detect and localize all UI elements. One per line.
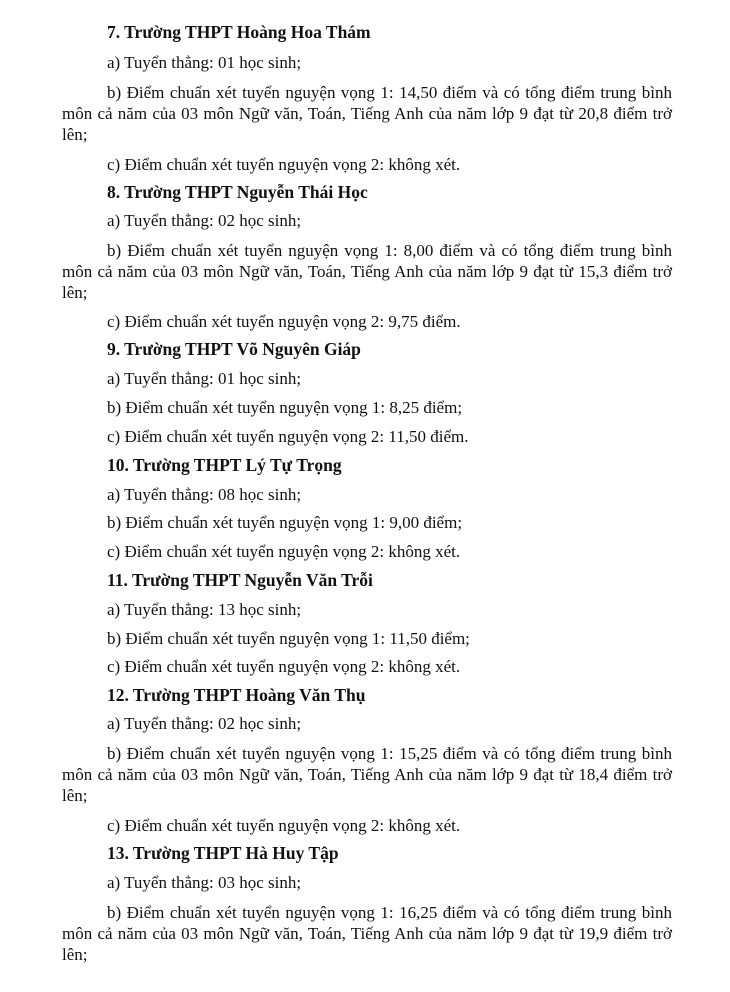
section-item-b: b) Điểm chuẩn xét tuyển nguyện vọng 1: 8,25 điểm;: [107, 398, 463, 417]
section-heading: 10. Trường THPT Lý Tự Trọng: [107, 455, 342, 475]
section-item-c: c) Điểm chuẩn xét tuyển nguyện vọng 2: không xét.: [107, 657, 461, 676]
section-item-a: a) Tuyển thẳng: 01 học sinh;: [107, 53, 302, 72]
section-item-b: b) Điểm chuẩn xét tuyển nguyện vọng 1: 9,00 điểm;: [107, 513, 463, 532]
section-heading: 9. Trường THPT Võ Nguyên Giáp: [107, 339, 361, 359]
section-item-a: a) Tuyển thẳng: 01 học sinh;: [107, 369, 302, 388]
section-item-c: c) Điểm chuẩn xét tuyển nguyện vọng 2: 11,50 điểm.: [107, 427, 469, 446]
section-heading: 12. Trường THPT Hoàng Văn Thụ: [107, 685, 366, 705]
section-heading: 7. Trường THPT Hoàng Hoa Thám: [107, 22, 371, 42]
section-item-b: b) Điểm chuẩn xét tuyển nguyện vọng 1: 16,25 điểm và có tổng điểm trung bình môn cả năm của 03 môn Ngữ văn, Toán, Tiếng Anh của năm lớp 9 đạt từ 19,9 điểm trở lên;: [62, 903, 672, 964]
section-item-b: b) Điểm chuẩn xét tuyển nguyện vọng 1: 8,00 điểm và có tổng điểm trung bình môn cả năm của 03 môn Ngữ văn, Toán, Tiếng Anh của năm lớp 9 đạt từ 15,3 điểm trở lên;: [62, 241, 672, 302]
section-item-a: a) Tuyển thẳng: 03 học sinh;: [107, 873, 302, 892]
section-heading: 13. Trường THPT Hà Huy Tập: [107, 843, 339, 863]
section-item-a: a) Tuyển thẳng: 02 học sinh;: [107, 211, 302, 230]
section-item-c: c) Điểm chuẩn xét tuyển nguyện vọng 2: không xét.: [107, 155, 461, 174]
section-item-b: b) Điểm chuẩn xét tuyển nguyện vọng 1: 15,25 điểm và có tổng điểm trung bình môn cả năm của 03 môn Ngữ văn, Toán, Tiếng Anh của năm lớp 9 đạt từ 18,4 điểm trở lên;: [62, 744, 672, 805]
section-item-a: a) Tuyển thẳng: 02 học sinh;: [107, 714, 302, 733]
section-item-b: b) Điểm chuẩn xét tuyển nguyện vọng 1: 11,50 điểm;: [107, 629, 470, 648]
section-item-c: c) Điểm chuẩn xét tuyển nguyện vọng 2: không xét.: [107, 816, 461, 835]
section-heading: 11. Trường THPT Nguyễn Văn Trỗi: [107, 570, 373, 590]
section-heading: 8. Trường THPT Nguyễn Thái Học: [107, 182, 368, 202]
section-item-a: a) Tuyển thẳng: 13 học sinh;: [107, 600, 302, 619]
section-item-c: c) Điểm chuẩn xét tuyển nguyện vọng 2: 9,75 điểm.: [107, 312, 461, 331]
section-item-a: a) Tuyển thẳng: 08 học sinh;: [107, 485, 302, 504]
section-item-b: b) Điểm chuẩn xét tuyển nguyện vọng 1: 14,50 điểm và có tổng điểm trung bình môn cả năm của 03 môn Ngữ văn, Toán, Tiếng Anh của năm lớp 9 đạt từ 20,8 điểm trở lên;: [62, 83, 672, 144]
section-item-c: c) Điểm chuẩn xét tuyển nguyện vọng 2: không xét.: [107, 542, 461, 561]
